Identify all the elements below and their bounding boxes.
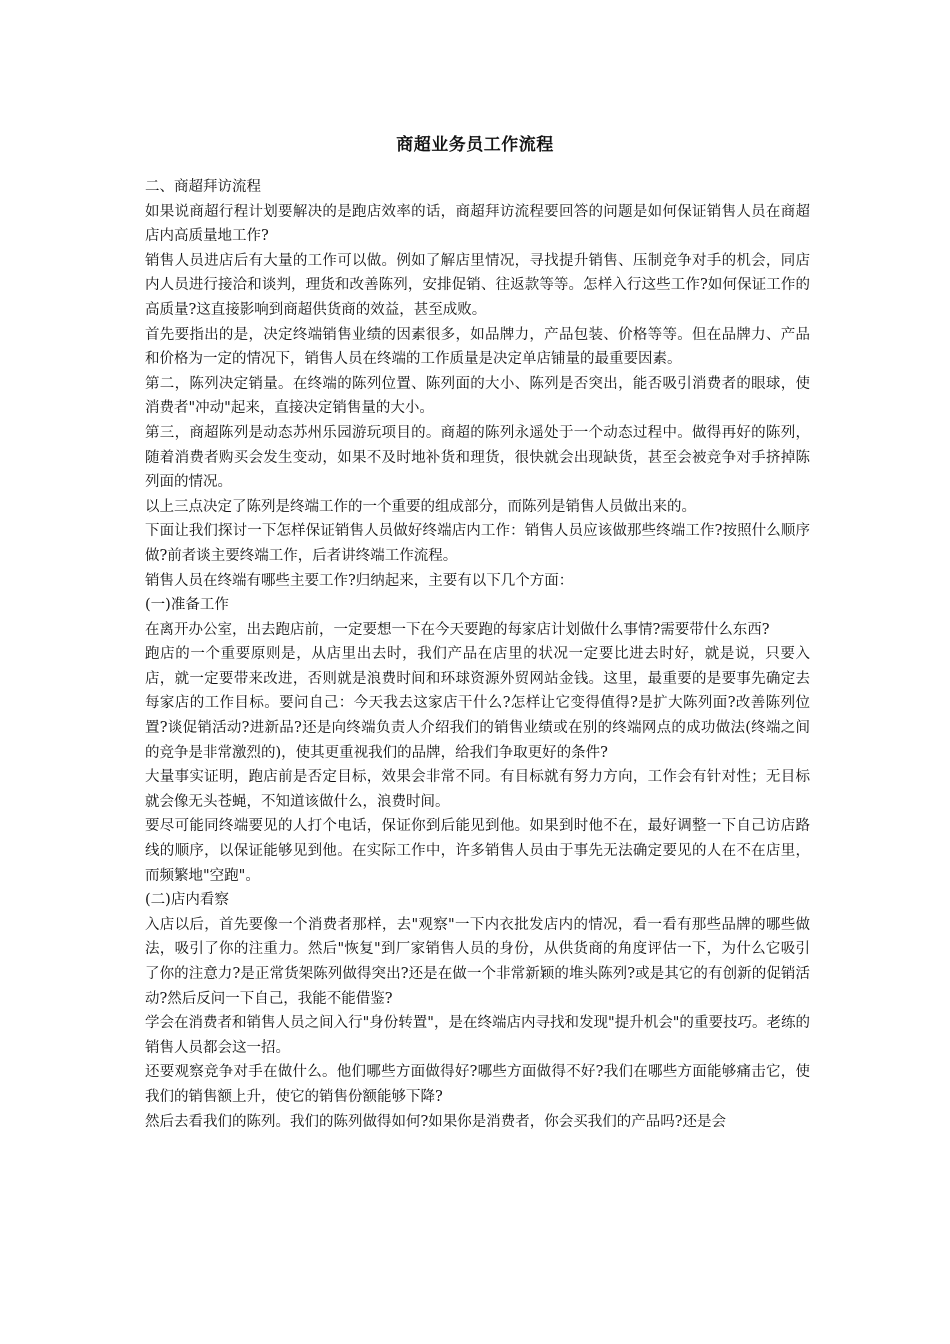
paragraph: 然后去看我们的陈列。我们的陈列做得如何?如果你是消费者，你会买我们的产品吗?还是会 — [145, 1113, 727, 1130]
paragraph: 学会在消费者和销售人员之间入行"身份转置"，是在终端店内寻找和发现"提升机会"的重要技巧。老练的销售人员都会这一招。 — [145, 1015, 810, 1056]
paragraph: 销售人员进店后有大量的工作可以做。例如了解店里情况，寻找提升销售、压制竞争对手的机会，同店内人员进行接洽和谈判，理货和改善陈列，安排促销、往返款等等。怎样入行这些工作?如何保证工作的高质量?这直接影响到商超供货商的效益，甚至成败。 — [145, 252, 810, 318]
paragraph: 在离开办公室，出去跑店前，一定要想一下在今天要跑的每家店计划做什么事情?需要带什么东西? — [145, 621, 770, 638]
paragraph: 大量事实证明，跑店前是否定目标，效果会非常不同。有目标就有努力方向，工作会有针对性；无目标就会像无头苍蝇，不知道该做什么，浪费时间。 — [145, 769, 810, 810]
paragraph: 如果说商超行程计划要解决的是跑店效率的话，商超拜访流程要回答的问题是如何保证销售人员在商超店内高质量地工作? — [145, 203, 810, 245]
paragraph: 以上三点决定了陈列是终端工作的一个重要的组成部分，而陈列是销售人员做出来的。 — [145, 498, 696, 515]
document-title: 商超业务员工作流程 — [396, 135, 554, 155]
document-body — [145, 175, 810, 1134]
paragraph: 第二，陈列决定销量。在终端的陈列位置、陈列面的大小、陈列是否突出，能否吸引消费者的眼球，使消费者"冲动"起来，直接决定销售量的大小。 — [145, 375, 810, 417]
section-heading: 二、商超拜访流程 — [145, 179, 261, 195]
paragraph: 第三，商超陈列是动态苏州乐园游玩项目的。商超的陈列永遥处于一个动态过程中。做得再好的陈列，随着消费者购买会发生变动，如果不及时地补货和理货，很快就会出现缺货，甚至会被竞争对手挤掉陈列面的情况。 — [145, 424, 810, 491]
paragraph: 入店以后，首先要像一个消费者那样，去"观察"一下内衣批发店内的情况，看一看有那些品牌的哪些做法，吸引了你的注重力。然后"恢复"到厂家销售人员的身份，从供货商的角度评估一下，为什么它吸引了你的注意力?是正常货架陈列做得突出?还是在做一个非常新颖的堆头陈列?或是其它的有创新的促销活动?然后反问一下自己，我能不能借鉴? — [145, 916, 810, 1007]
paragraph: 还要观察竞争对手在做什么。他们哪些方面做得好?哪些方面做得不好?我们在哪些方面能够痛击它，使我们的销售额上升，使它的销售份额能够下降? — [145, 1064, 810, 1105]
paragraph: 下面让我们探讨一下怎样保证销售人员做好终端店内工作：销售人员应该做那些终端工作?按照什么顺序做?前者谈主要终端工作，后者讲终端工作流程。 — [145, 523, 810, 564]
paragraph: 跑店的一个重要原则是，从店里出去时，我们产品在店里的状况一定要比进去时好，就是说，只要入店，就一定要带来改进，否则就是浪费时间和环球资源外贸网站金钱。这里，最重要的是要事先确定去每家店的工作目标。要问自己：今天我去这家店干什么?怎样让它变得值得?是扩大陈列面?改善陈列位置?谈促销活动?进新品?还是向终端负责人介绍我们的销售业绩或在别的终端网点的成功做法(终端之间的竞争是非常激烈的)，使其更重视我们的品牌，给我们争取更好的条件? — [145, 646, 810, 761]
paragraph: 要尽可能同终端要见的人打个电话，保证你到后能见到他。如果到时他不在，最好调整一下自己访店路线的顺序，以保证能够见到他。在实际工作中，许多销售人员由于事先无法确定要见的人在不在店里，而频繁地"空跑"。 — [145, 818, 810, 884]
paragraph: 销售人员在终端有哪些主要工作?归纳起来，主要有以下几个方面： — [145, 572, 574, 589]
subsection-heading: (一)准备工作 — [145, 597, 229, 614]
subsection-heading: (二)店内看察 — [145, 892, 229, 909]
paragraph: 首先要指出的是，决定终端销售业绩的因素很多，如品牌力，产品包装、价格等等。但在品牌力、产品和价格为一定的情况下，销售人员在终端的工作质量是决定单店铺量的最重要因素。 — [145, 326, 810, 368]
